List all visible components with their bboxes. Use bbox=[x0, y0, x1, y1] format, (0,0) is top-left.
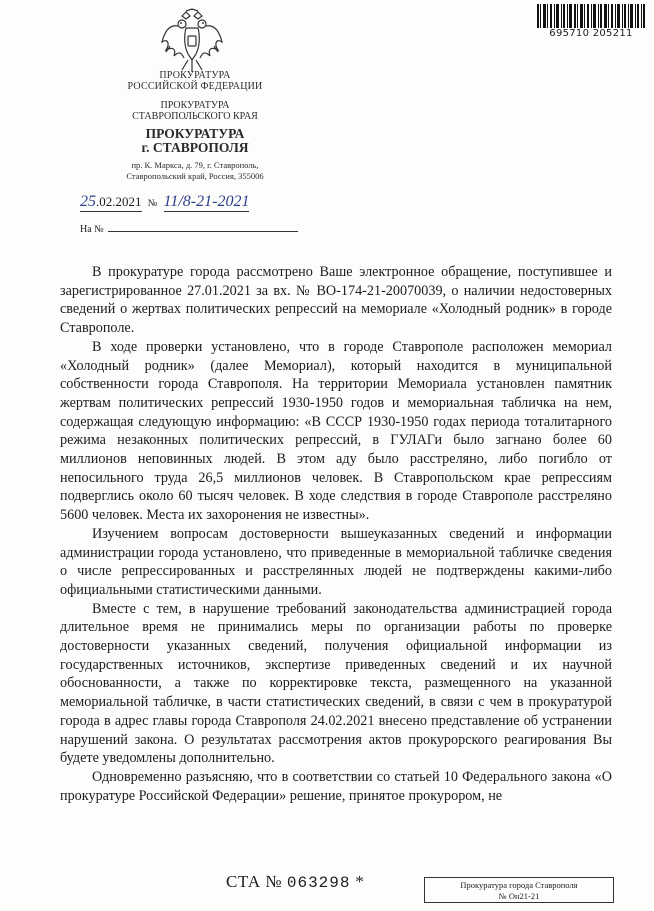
paragraph: Вместе с тем, в нарушение требований законодательства администрацией города длительное время не принимались меры по организации работы по проверке достоверности указанных сведений, получения официальной информации из государственных источников, экспертизе приведенных сведений и их научной обоснованности, а также по корректировке текста, размещенного на указанной мемориальной табличке, в части статистических сведений, в связи с чем в прокуратурой города в адрес главы города Ставрополя 24.02.2021 внесено представление об устранении нарушений закона. О результатах рассмотрения актов прокурорского реагирования Вы будете уведомлены дополнительно. bbox=[60, 600, 612, 767]
date-day: 25 bbox=[80, 193, 96, 210]
double-headed-eagle-emblem-icon bbox=[160, 8, 224, 74]
org-city bbox=[100, 127, 290, 155]
date-rest: .02.2021 bbox=[96, 194, 142, 209]
letter-body bbox=[60, 263, 612, 805]
org-regional-line2: СТАВРОПОЛЬСКОГО КРАЯ bbox=[132, 111, 258, 122]
stamp-line2: № Он21-21 bbox=[498, 891, 540, 901]
barcode-number: 695710 205211 bbox=[536, 28, 646, 39]
paragraph: Одновременно разъясняю, что в соответствии со статьей 10 Федерального закона «О прокуратуре Российской Федерации» решение, принятое прокурором, не bbox=[60, 768, 612, 804]
document-number bbox=[164, 193, 250, 212]
org-city-line2: г. СТАВРОПОЛЯ bbox=[141, 140, 249, 155]
org-federal bbox=[100, 70, 290, 92]
serial-mark: * bbox=[355, 872, 365, 891]
org-address bbox=[100, 160, 290, 182]
org-city-line1: ПРОКУРАТУРА bbox=[145, 126, 245, 141]
org-federal-line1: ПРОКУРАТУРА bbox=[159, 70, 231, 81]
reply-label: На № bbox=[80, 224, 104, 235]
reply-blank-line bbox=[108, 221, 298, 232]
org-regional-line1: ПРОКУРАТУРА bbox=[160, 100, 230, 111]
paragraph: Изучением вопросам достоверности вышеуказанных сведений и информации администрации города установлено, что приведенные в мемориальной табличке сведения о числе репрессированных и расстрелянных людей не подтверждены какими-либо официальными статистическими данными. bbox=[60, 525, 612, 598]
document-date-number bbox=[80, 193, 300, 212]
number-label: № bbox=[147, 198, 158, 209]
serial-number: 063298 bbox=[286, 874, 351, 892]
document-date bbox=[80, 193, 142, 212]
registration-stamp bbox=[424, 877, 614, 903]
reply-reference bbox=[80, 221, 298, 235]
form-serial-number bbox=[226, 872, 364, 892]
address-line2: Ставропольский край, Россия, 355006 bbox=[126, 171, 264, 181]
paragraph: В ходе проверки установлено, что в городе Ставрополе расположен мемориал «Холодный родник» (далее Мемориал), который находится в муниципальной собственности города Ставрополя. На территории Мемориала установлен памятник жертвам политических репрессий 1930-1950 годов и мемориальная табличка на нем, содержащая следующую информацию: «В СССР 1930-1950 годах периода тоталитарного режима незаконных политических репрессий, в ГУЛАГи было загнано более 60 миллионов неповинных людей. В этом аду было расстреляно, либо погибло от непосильного труда 26,5 миллионов человек. В Ставропольском крае репрессиям подверглись около 60 тысяч человек. В ходе следствия в городе Ставрополе расстреляно 5600 человек. Места их захоронения не известны». bbox=[60, 338, 612, 524]
number-value: 11/8-21-2021 bbox=[163, 193, 250, 210]
paragraph: В прокуратуре города рассмотрено Ваше электронное обращение, поступившее и зарегистрированное 27.01.2021 за вх. № ВО-174-21-20070039, о наличии недостоверных сведений о жертвах политических репрессий на мемориале «Холодный родник» в городе Ставрополе. bbox=[60, 264, 612, 337]
org-federal-line2: РОССИЙСКОЙ ФЕДЕРАЦИИ bbox=[127, 81, 263, 92]
org-regional bbox=[100, 100, 290, 122]
stamp-line1: Прокуратура города Ставрополя bbox=[460, 880, 578, 890]
address-line1: пр. К. Маркса, д. 79, г. Ставрополь, bbox=[131, 160, 259, 170]
serial-prefix: СТА № bbox=[226, 872, 283, 891]
